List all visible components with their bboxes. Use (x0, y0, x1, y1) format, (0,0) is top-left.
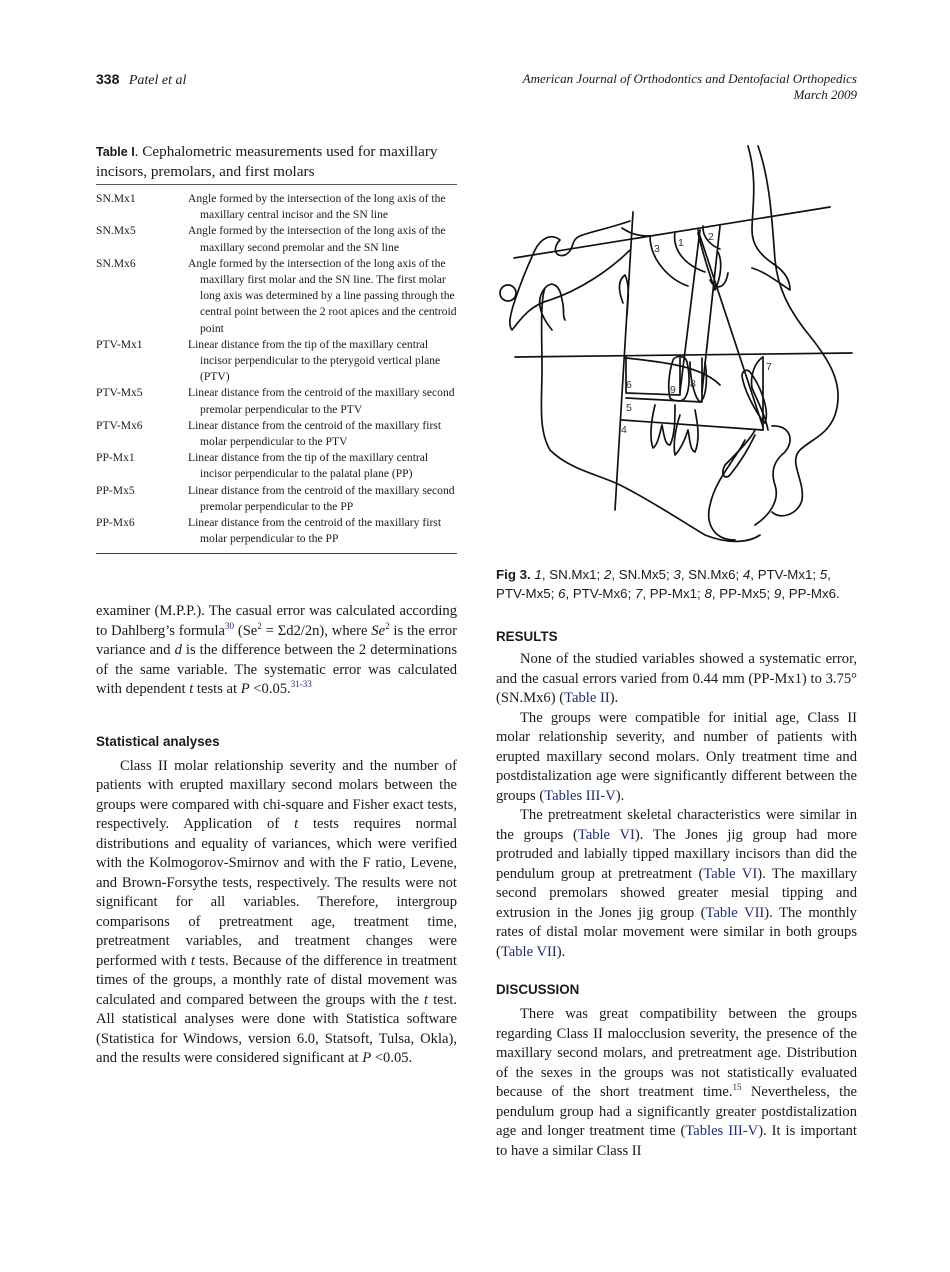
journal-title: American Journal of Orthodontics and Dentofacial Orthopedics (522, 71, 857, 86)
results-paragraph-1: None of the studied variables showed a systematic error, and the casual errors varied from 0.44 mm (PP-Mx1) to 3.75° (SN.Mx6) (Table II). (496, 651, 857, 706)
label-1: 1 (678, 237, 684, 249)
running-authors: Patel et al (128, 73, 187, 88)
table-row (96, 515, 457, 547)
table-link[interactable]: Table VI (703, 865, 758, 882)
measurement-description: Linear distance from the tip of the maxillary central incisor perpendicular to the palatal plane (PP) (188, 451, 429, 481)
caption-item-number: 5 (819, 567, 828, 582)
table-label: Table I (96, 145, 135, 159)
running-header-left (96, 71, 186, 89)
label-3: 3 (654, 243, 660, 255)
measurement-abbreviation: PTV-Mx5 (96, 386, 143, 400)
discussion-paragraph-1: There was great compatibility between the groups regarding Class II malocclusion severity, the presence of the maxillary second molars, and pretreatment age. Distribution of the sexes in the groups was not statistically evaluated because of the short treatment time.$^{15}$ Nevertheless, the pendulum group had a significantly greater postdistalization age and longer treatment time (Tables III-V). It is important to have a similar Class II (496, 1006, 857, 1159)
discussion-text (496, 1005, 857, 1161)
table-row (96, 483, 457, 515)
table-row (96, 337, 457, 386)
table-link[interactable]: Table VII (500, 943, 557, 960)
measurement-abbreviation: SN.Mx1 (96, 192, 136, 205)
left-column (96, 142, 457, 1069)
caption-item-name: PTV-Mx5 (496, 586, 551, 601)
issue-date: March 2009 (793, 87, 857, 102)
orbit-circle (500, 285, 516, 301)
section-heading-statistical-analyses: Statistical analyses (96, 733, 220, 749)
label-7: 7 (766, 361, 772, 373)
measurement-description: Linear distance from the centroid of the maxillary first molar perpendicular to the PP (188, 516, 442, 546)
nasal-profile-outer (758, 146, 838, 516)
measurement-description: Linear distance from the centroid of the maxillary second premolar perpendicular to the PTV (188, 386, 455, 416)
measurement-abbreviation: PP-Mx1 (96, 451, 135, 465)
table-row (96, 223, 457, 255)
caption-item-number: 9 (773, 586, 782, 601)
measurement-abbreviation: PP-Mx6 (96, 516, 135, 530)
sella-curve (622, 228, 650, 236)
label-8: 8 (690, 378, 696, 390)
table-row (96, 450, 457, 482)
caption-item-number: 4 (742, 567, 751, 582)
caption-item-name: PP-Mx5 (719, 586, 767, 601)
table-link[interactable]: Table VII (705, 904, 765, 921)
molar-roots (651, 405, 698, 455)
measurements-table (96, 191, 457, 547)
table-link[interactable]: Tables III-V (544, 787, 616, 804)
caption-item-name: PTV-Mx6 (572, 586, 628, 601)
chin-outline (709, 426, 790, 540)
caption-item-name: SN.Mx1 (549, 567, 597, 582)
results-paragraph-2: The groups were compatible for initial age, Class II molar relationship severity, and number of patients with erupted maxillary second molars. Only treatment time and postdistalization age were significantly different between the groups (Tables III-V). (496, 709, 857, 804)
mandible-outline (540, 284, 760, 541)
figure-caption-items: 1, SN.Mx1; 2, SN.Mx5; 3, SN.Mx6; 4, PTV-Mx1; 5, PTV-Mx5; 6, PTV-Mx6; 7, PP-Mx1; 8, PP-Mx5; 9, PP-Mx6. (496, 567, 840, 601)
page-number: 338 (96, 71, 120, 87)
measurement-abbreviation: SN.Mx5 (96, 224, 136, 238)
ptv-mx1-line (622, 420, 763, 430)
measurement-description: Angle formed by the intersection of the long axis of the maxillary first molar and the SN line. The first molar long axis was determined by a line passing through the central point between the 2 root apices and the centroid point (188, 256, 457, 335)
measurement-abbreviation: PTV-Mx1 (96, 337, 143, 351)
cephalometric-tracing-figure (490, 140, 860, 560)
axis-line-mx1 (698, 230, 763, 427)
nasal-profile-inner (748, 146, 790, 290)
caption-item-name: PP-Mx6 (788, 586, 837, 601)
citation-link[interactable]: 15 (732, 1082, 742, 1092)
section-heading-discussion: DISCUSSION (496, 982, 580, 997)
measurement-description: Linear distance from the centroid of the maxillary second premolar perpendicular to the PP (188, 483, 455, 513)
measurement-abbreviation: PP-Mx5 (96, 483, 135, 497)
measurement-description: Angle formed by the intersection of the long axis of the maxillary second premolar and the SN line (188, 224, 446, 254)
caption-item-name: PTV-Mx1 (757, 567, 813, 582)
results-text (496, 650, 857, 962)
results-paragraph-3: The pretreatment skeletal characteristics were similar in the groups (Table VI). The Jones jig group had more protruded and labially tipped maxillary incisors than did the pendulum group at pretreatment (Table VI). The maxillary second premolars showed greater mesial tipping and extrusion in the Jones jig group (Table VII). The monthly rates of distal molar movement were similar in both groups (Table VII). (496, 807, 858, 960)
measurement-description: Linear distance from the centroid of the maxillary first molar perpendicular to the PTV (188, 418, 442, 449)
table-row (96, 191, 457, 223)
lower-incisor-root (723, 430, 755, 477)
pterygoid-fissure (619, 275, 628, 315)
table-row (96, 385, 457, 417)
sn-line (514, 207, 830, 258)
caption-item-name: SN.Mx6 (688, 567, 736, 582)
label-2: 2 (708, 231, 714, 243)
statistics-paragraph: Class II molar relationship severity and the number of patients with erupted maxillary second molars between the groups were compared with chi-square and Fisher exact tests, respectively. Application of t tests requires normal distributions and equality of variances, which were verified with the Kolmogorov-Smirnov and with the F ratio, Levene, and Brown-Forsythe tests, respectively. The results were not significant for all variables. Therefore, intergroup comparisons of pretreatment age, treatment time, pretreatment variables, and treatment changes were performed with t tests. Because of the difference in treatment times of the groups, a monthly rate of distal movement was calculated and compared between the groups with the t test. All statistical analyses were done with Statistica software (Statistica for Windows, version 6.0, Statsoft, Tulsa, Okla), and the results were considered significant at P <0.05. (96, 757, 458, 1067)
figure-label: Fig 3. (496, 567, 531, 582)
caption-item-number: 2 (603, 567, 612, 582)
measurement-description: Angle formed by the intersection of the long axis of the maxillary central incisor and the SN line (188, 192, 446, 222)
caption-item-number: 1 (534, 567, 542, 582)
caption-item-number: 7 (634, 586, 643, 601)
label-9: 9 (670, 384, 676, 396)
caption-item-name: SN.Mx5 (618, 567, 667, 582)
right-column (496, 565, 857, 1161)
label-4: 4 (621, 424, 627, 436)
table-top-rule (96, 184, 457, 185)
methods-paragraph (96, 602, 457, 700)
table-row (96, 256, 457, 337)
measurement-description: Linear distance from the tip of the maxillary central incisor perpendicular to the pterygoid vertical plane (PTV) (188, 337, 441, 384)
cranial-base-outline (510, 221, 630, 330)
table-link[interactable]: Table II (564, 690, 610, 706)
measurement-abbreviation: SN.Mx6 (96, 256, 136, 270)
label-6: 6 (626, 379, 632, 391)
measurement-abbreviation: PTV-Mx6 (96, 418, 143, 432)
table-caption-text: . Cephalometric measurements used for maxillary incisors, premolars, and first molars (96, 143, 438, 180)
table-bottom-rule (96, 553, 457, 554)
error-paragraph: examiner (M.P.P.). The casual error was calculated according to Dahlberg’s formula$^{30}$ $(Se^2 = \Sigma d2/2n)$, where Se$^2$ is the error variance and d is the difference between the 2 determinations of the same variable. The systematic error was calculated with dependent t tests at P <0.05.$^{31-33}$ (96, 603, 457, 698)
running-header-right (523, 71, 857, 103)
citation-link[interactable]: 31-33 (290, 679, 312, 690)
caption-item-number: 3 (673, 567, 681, 582)
label-5: 5 (626, 402, 632, 414)
figure-caption (496, 565, 857, 603)
caption-item-number: 8 (704, 586, 712, 601)
table-link[interactable]: Table VI (577, 826, 635, 843)
table-row (96, 418, 457, 450)
table-link[interactable]: Tables III-V (685, 1123, 759, 1139)
table-caption (96, 142, 457, 181)
caption-item-number: 6 (558, 586, 566, 601)
section-heading-results: RESULTS (496, 629, 558, 644)
caption-item-name: PP-Mx1 (649, 586, 698, 601)
citation-link[interactable]: 30 (225, 620, 234, 631)
